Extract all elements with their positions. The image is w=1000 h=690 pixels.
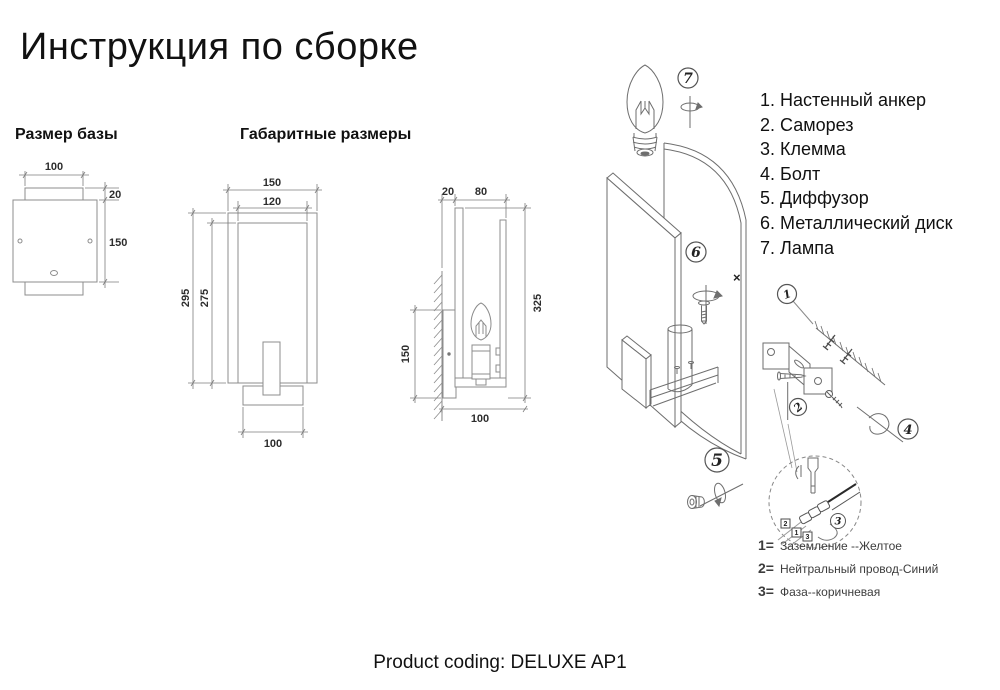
nut-art [688,496,705,509]
dim-front-bottom-width: 100 [263,438,283,450]
screw-middle [699,301,710,324]
parts-list-item: 1. Настенный анкер [760,90,926,110]
callout-1: 1 [781,287,793,302]
wiring-legend [758,537,938,606]
dim-front-outer-width: 150 [262,177,282,189]
parts-list-item: 2. Саморез [760,114,854,135]
callout-5: 5 [711,451,723,471]
wiring-legend-row [758,537,938,560]
callout-4: 4 [903,423,913,438]
parts-list-item: 4. Болт [760,163,821,184]
terminal-detail-art [769,456,861,549]
wire-label-3: 3 [805,534,810,541]
wiring-label: Фаза--коричневая [779,585,881,599]
front-view-drawing [180,163,360,458]
wiring-label: Нейтральный провод-Синий [779,562,939,576]
side-view-outline [434,208,506,421]
bolt-hook-art [857,407,903,442]
wire-label-2: 2 [783,521,788,528]
dim-side-depth: 80 [474,186,488,198]
product-coding: Product coding: DELUXE AP1 [373,652,627,673]
base-dimension-lines [19,171,122,288]
dim-base-width: 100 [44,161,64,173]
bracket-art [763,343,832,394]
parts-list-item: 5. Диффузор [760,188,869,209]
side-view-bulb [471,303,491,385]
dim-side-total-height: 325 [532,293,544,313]
base-size-drawing [5,158,180,308]
cross-mark: × [733,270,741,285]
overall-size-label: Габаритные размеры [240,126,412,143]
wiring-number: 2= [758,560,774,576]
base-plate-outline [13,188,97,295]
dim-side-bottom-width: 100 [470,413,490,425]
wire-label-1: 1 [794,530,799,537]
dim-side-offset: 20 [441,186,455,198]
rotation-arrow-bottom [700,482,743,506]
dim-side-plate-height: 150 [400,344,412,364]
wiring-number: 3= [758,583,774,599]
wall-hatching [434,275,442,419]
dim-base-tab: 20 [109,189,122,201]
base-size-label: Размер базы [15,126,118,143]
parts-list-item: 6. Металлический диск [760,212,953,233]
wiring-legend-row [758,560,938,583]
rotation-arrow-top [681,96,702,128]
wiring-number: 1= [758,537,774,553]
callout-6: 6 [691,245,701,261]
wiring-legend-row [758,583,938,606]
dim-front-inner-width: 120 [262,196,282,208]
dim-base-height: 150 [109,237,128,249]
callout-3: 3 [834,516,842,528]
front-view-outline [228,213,317,405]
page-title: Инструкция по сборке [20,26,419,68]
parts-list-item: 3. Клемма [760,139,846,160]
dim-front-outer-height: 295 [180,288,192,308]
parts-list [760,88,953,260]
callout-2: 2 [791,399,806,415]
front-dimension-lines [188,184,322,438]
dim-front-inner-height: 275 [199,288,211,308]
callout-7: 7 [683,71,693,87]
screw-angled [826,391,843,409]
lamp-bulb-art [627,65,663,156]
side-view-drawing [395,163,565,458]
parts-list-item: 7. Лампа [760,237,834,258]
wiring-label: Заземление --Желтое [779,539,902,553]
